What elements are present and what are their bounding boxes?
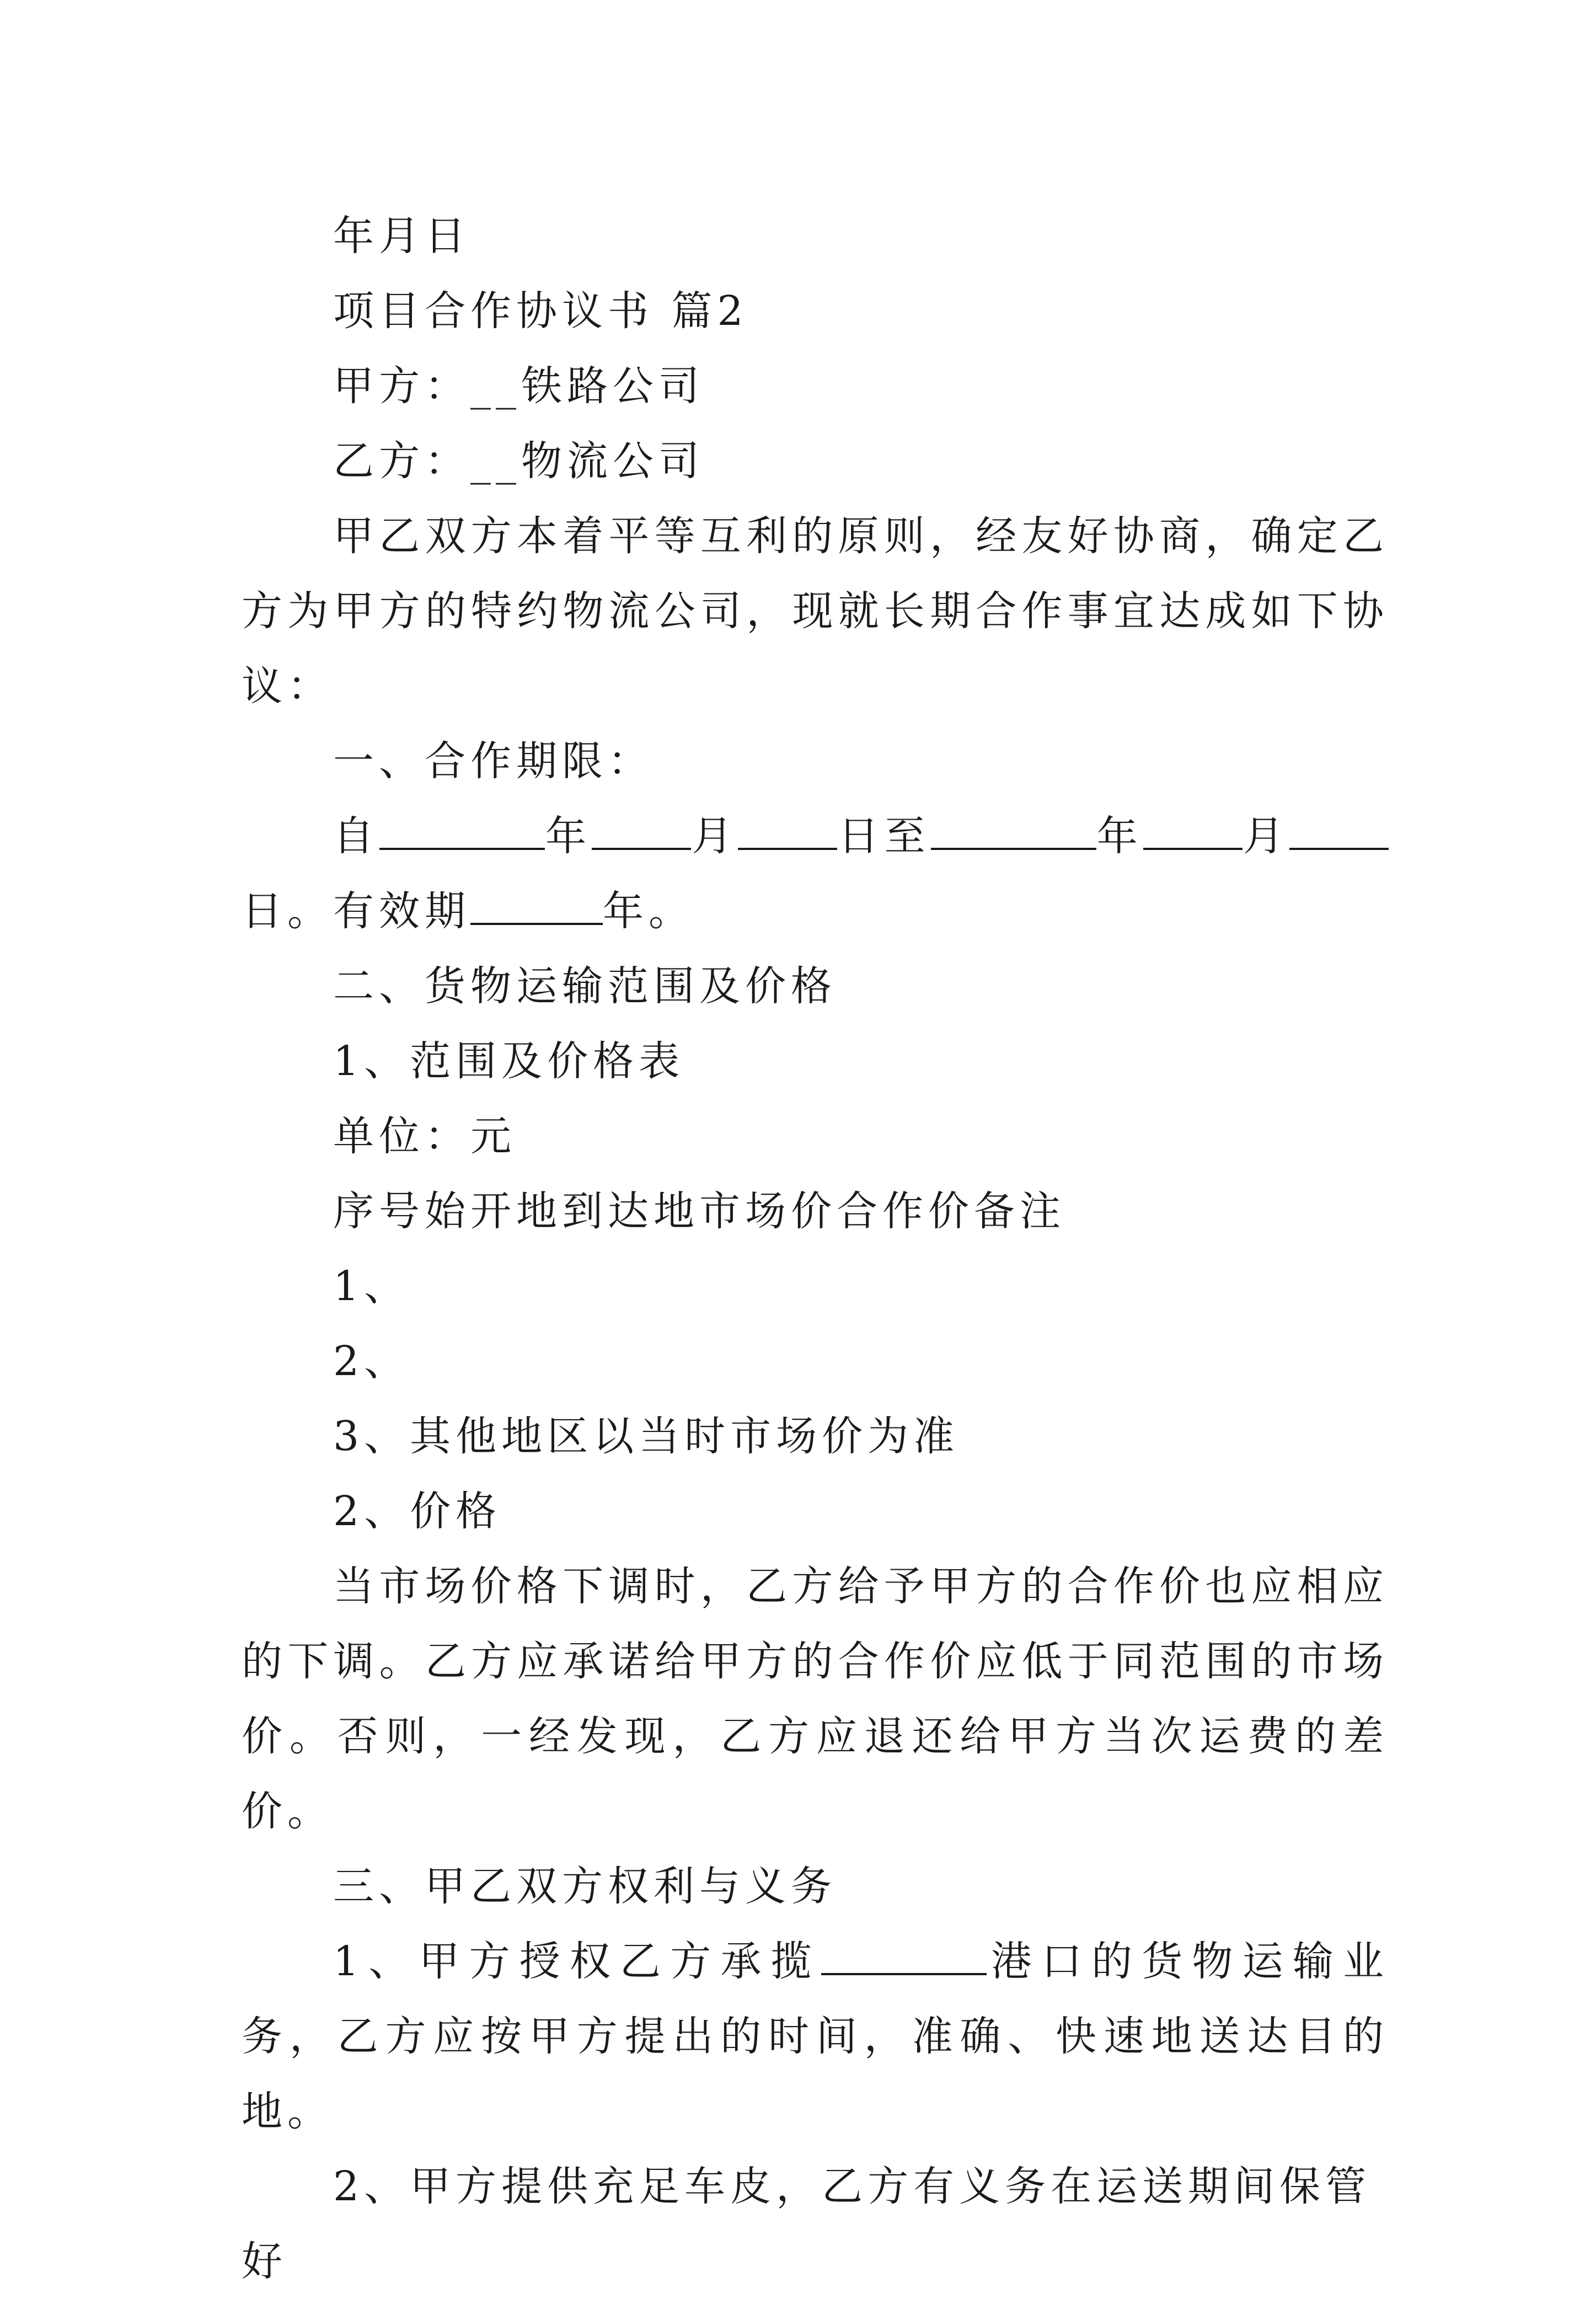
term-paragraph: [242, 799, 1389, 949]
blank-month-start: [592, 814, 691, 850]
table-row-1: 1、: [333, 1263, 410, 1310]
blank-valid-years: [470, 889, 603, 925]
duty-1-text-before: 1、甲方授权乙方承揽: [333, 1938, 821, 1985]
section-1-heading: 一、合作期限：: [333, 737, 654, 785]
blank-year-start: [379, 814, 545, 850]
blank-month-end: [1143, 814, 1242, 850]
duty-1: [242, 1924, 1389, 2149]
blank-year-end: [931, 814, 1096, 850]
blank-day-start: [738, 814, 837, 850]
section-3-heading: 三、甲乙双方权利与义务: [333, 1863, 837, 1910]
blank-day-end: [1289, 814, 1389, 850]
date-line: 年月日: [333, 212, 470, 260]
term-month-1: 月: [691, 812, 738, 860]
price-clause: 当市场价格下调时，乙方给予甲方的合作价也应相应的下调。乙方应承诺给甲方的合作价应低于同范围的市场价。否则，一经发现，乙方应退还给甲方当次运费的差价。: [242, 1563, 1389, 1835]
party-b: 乙方：__物流公司: [333, 437, 704, 485]
item-2-title: 2、价格: [333, 1488, 502, 1535]
intro-paragraph: 甲乙双方本着平等互利的原则，经友好协商，确定乙方为甲方的特约物流公司，现就长期合作事宜达成如下协议：: [242, 512, 1389, 710]
term-year-1: 年: [545, 812, 592, 860]
item-1-title: 1、范围及价格表: [333, 1038, 685, 1085]
table-header-line: 序号始开地到达地市场价合作价备注: [333, 1188, 1065, 1235]
duty-1-text-after: 港口的货物运输业务，乙方应按甲方提出的时间，准确、快速地送达目的地。: [242, 1938, 1389, 2135]
term-year-end: 年。: [603, 887, 694, 935]
term-day-to: 日至: [837, 812, 931, 860]
document-body: [242, 199, 1389, 2299]
document-title: 项目合作协议书 篇2: [333, 287, 748, 335]
term-day-valid: 日。有效期: [242, 887, 470, 935]
term-year-2: 年: [1096, 812, 1143, 860]
section-2-heading: 二、货物运输范围及价格: [333, 963, 837, 1010]
table-row-2: 2、: [333, 1338, 410, 1385]
unit-line: 单位：元: [333, 1113, 516, 1160]
blank-port: [821, 1939, 987, 1975]
term-from: 自: [333, 812, 380, 860]
term-month-2: 月: [1242, 812, 1290, 860]
table-row-3: 3、其他地区以当时市场价为准: [333, 1413, 960, 1460]
duty-2: 2、甲方提供充足车皮，乙方有义务在运送期间保管好: [242, 2163, 1372, 2285]
party-a: 甲方：__铁路公司: [333, 362, 704, 410]
